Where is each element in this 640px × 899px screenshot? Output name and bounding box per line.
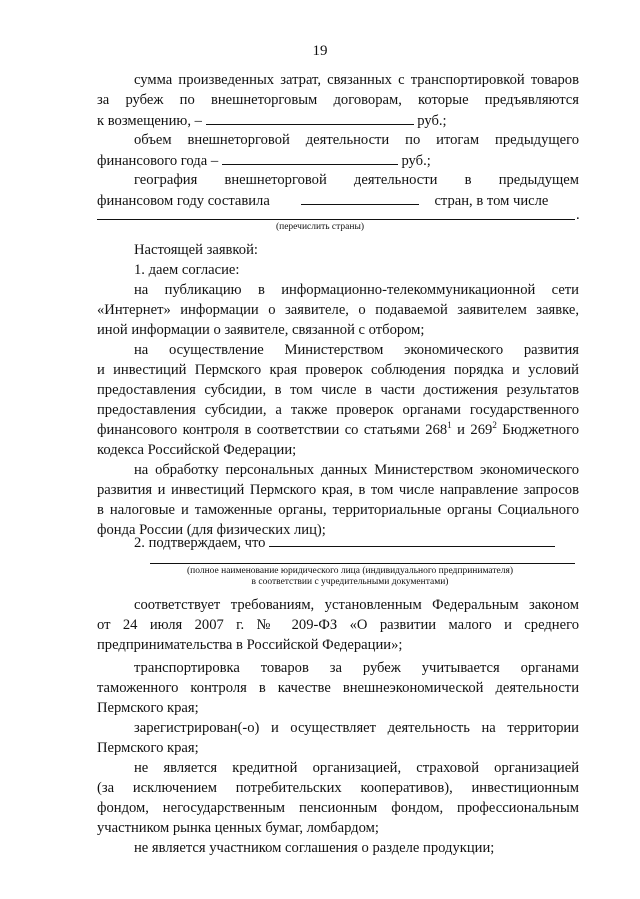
paragraph-text: Пермского края;: [97, 740, 199, 756]
list-item-label: 1. даем согласие:: [134, 262, 240, 278]
paragraph-text: на публикацию в информационно-телекоммуникационной сети: [134, 282, 579, 298]
paragraph-text: в налоговые и таможенные органы, территориальные органы Социального: [97, 502, 579, 518]
paragraph-text: Бюджетного: [496, 422, 580, 438]
blank-line[interactable]: [222, 151, 398, 165]
field-caption: в соответствии с учредительными документами): [251, 577, 449, 587]
paragraph-text: соответствует требованиям, установленным Федеральным законом: [134, 597, 579, 613]
paragraph-text: руб.;: [417, 113, 447, 129]
paragraph-text: (за исключением потребительских кооперативов), инвестиционным: [97, 780, 579, 796]
paragraph-text: предпринимательства в Российской Федерации»;: [97, 637, 403, 653]
paragraph-text: фонда России (для физических лиц);: [97, 522, 326, 538]
paragraph-line-with-blank: [97, 191, 579, 210]
field-caption: (полное наименование юридического лица (индивидуального предпринимателя): [186, 566, 514, 576]
paragraph-text: зарегистрирован(-о) и осуществляет деятельность на территории: [134, 720, 579, 736]
paragraph-text-with-superscripts: [97, 421, 579, 439]
paragraph-line-with-blank: [134, 533, 579, 552]
paragraph-text: руб.;: [401, 153, 431, 169]
list-item-label: 2. подтверждаем, что: [134, 535, 266, 551]
paragraph-text: участником рынка ценных бумаг, ломбардом;: [97, 820, 379, 836]
paragraph-text: предоставления субсидии, а также проверок органами государственного: [97, 402, 579, 418]
superscript: 2: [492, 420, 497, 431]
paragraph-text: на обработку персональных данных Министерством экономического: [134, 462, 579, 478]
paragraph-text: финансовом году составила: [97, 193, 270, 209]
paragraph-line-with-blank: [97, 151, 579, 170]
paragraph-line-with-blank: [97, 111, 579, 130]
field-caption: (перечислить страны): [275, 222, 365, 232]
paragraph-text: «Интернет» информации о заявителе, о подаваемой заявителем заявке,: [97, 302, 579, 318]
paragraph-text: финансового года –: [97, 153, 219, 169]
paragraph-text: не является участником соглашения о разделе продукции;: [134, 840, 495, 856]
paragraph-text: от 24 июля 2007 г. № 209-ФЗ «О развитии малого и среднего: [97, 617, 579, 633]
paragraph-text: транспортировка товаров за рубеж учитывается органами: [134, 660, 579, 676]
paragraph-text: Пермского края;: [97, 700, 199, 716]
paragraph-text: сумма произведенных затрат, связанных с транспортировкой товаров: [134, 72, 579, 88]
paragraph-text: не является кредитной организацией, страховой организацией: [134, 760, 579, 776]
paragraph-text: объем внешнеторговой деятельности по итогам предыдущего: [134, 132, 579, 148]
paragraph-text: предоставления субсидии, в том числе в части достижения результатов: [97, 382, 579, 398]
period: .: [576, 207, 580, 223]
paragraph-text: и инвестиций Пермского края проверок соблюдения порядка и условий: [97, 362, 579, 378]
paragraph-text: за рубеж по внешнеторговым договорам, которые предъявляются: [97, 92, 579, 108]
paragraph-text: таможенного контроля в качестве внешнеэкономической деятельности: [97, 680, 579, 696]
paragraph-text: финансового контроля в соответствии со статьями 268: [97, 422, 448, 438]
blank-line[interactable]: [97, 219, 575, 220]
blank-line[interactable]: [150, 563, 575, 564]
superscript: 1: [447, 420, 452, 431]
paragraph-text: развития и инвестиций Пермского края, в том числе направление запросов: [97, 482, 579, 498]
blank-line[interactable]: [269, 533, 555, 547]
blank-line[interactable]: [301, 191, 419, 205]
paragraph-text: иной информации о заявителе, связанной с отбором;: [97, 322, 425, 338]
paragraph-text: география внешнеторговой деятельности в предыдущем: [134, 172, 579, 188]
paragraph-text: кодекса Российской Федерации;: [97, 442, 297, 458]
section-intro: Настоящей заявкой:: [134, 242, 258, 258]
paragraph-text: на осуществление Министерством экономического развития: [134, 342, 579, 358]
paragraph-text: к возмещению, –: [97, 113, 202, 129]
paragraph-text: фондом, негосударственным пенсионным фондом, профессиональным: [97, 800, 579, 816]
page-number: 19: [312, 43, 328, 59]
paragraph-text: и 269: [451, 422, 493, 438]
paragraph-text: стран, в том числе: [434, 193, 549, 209]
blank-line[interactable]: [206, 111, 414, 125]
